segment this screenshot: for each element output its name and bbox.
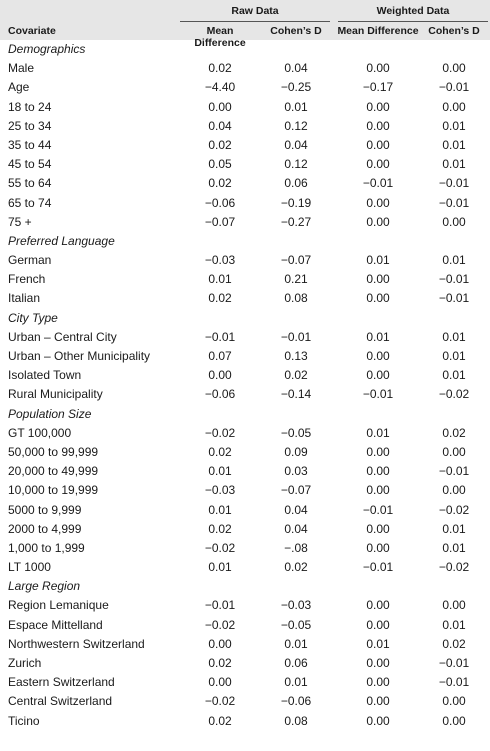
section-title: Preferred Language <box>8 233 115 248</box>
weighted-mean-difference-cell: 0.00 <box>366 214 390 229</box>
raw-cohens-d-cell: −0.19 <box>280 195 312 210</box>
table-row <box>0 174 490 193</box>
raw-cohens-d-cell: 0.09 <box>284 444 308 459</box>
raw-cohens-d-cell: −0.01 <box>280 329 312 344</box>
raw-mean-difference-cell: −0.03 <box>204 483 236 498</box>
weighted-mean-difference-cell: 0.00 <box>366 540 390 555</box>
weighted-cohens-d-cell: −0.01 <box>438 675 470 690</box>
table-row <box>0 78 490 97</box>
raw-mean-difference-cell: −0.07 <box>204 214 236 229</box>
table-row <box>0 481 490 500</box>
covariate-label: German <box>8 253 52 268</box>
raw-cohens-d-cell: 0.02 <box>284 560 308 575</box>
weighted-data-rule <box>338 21 488 22</box>
raw-cohens-d-cell: −0.06 <box>280 694 312 709</box>
covariate-label: Northwestern Switzerland <box>8 636 145 651</box>
section-title: Demographics <box>8 42 86 56</box>
covariate-label: Isolated Town <box>8 368 82 383</box>
raw-cohens-d-cell: −0.03 <box>280 598 312 613</box>
weighted-cohens-d-cell: 0.02 <box>442 425 466 440</box>
weighted-mean-difference-cell: 0.00 <box>366 675 390 690</box>
covariate-label: French <box>8 272 46 287</box>
raw-cohens-d-cell: −0.27 <box>280 214 312 229</box>
raw-cohens-d-cell: 0.21 <box>284 272 308 287</box>
table-row <box>0 558 490 577</box>
weighted-mean-difference-cell: 0.01 <box>366 425 390 440</box>
covariate-label: Espace Mittelland <box>8 617 103 632</box>
section-header <box>0 40 490 59</box>
raw-cohens-d-cell: 0.04 <box>284 137 308 152</box>
raw-cohens-d-cell: −0.05 <box>280 425 312 440</box>
covariate-label: 18 to 24 <box>8 99 52 114</box>
raw-mean-difference-cell: −0.06 <box>204 387 236 402</box>
raw-mean-difference-cell: 0.02 <box>208 61 232 76</box>
weighted-mean-difference-cell: 0.00 <box>366 617 390 632</box>
weighted-cohens-d-cell: −0.01 <box>438 195 470 210</box>
weighted-mean-difference-cell: 0.00 <box>366 157 390 172</box>
weighted-mean-difference-cell: 0.00 <box>366 656 390 670</box>
raw-mean-difference-cell: −0.01 <box>204 329 236 344</box>
covariate-label: Zurich <box>8 656 42 670</box>
weighted-cohens-d-cell: −0.01 <box>438 464 470 479</box>
table-row <box>0 251 490 270</box>
weighted-cohens-d-cell: −0.02 <box>438 387 470 402</box>
weighted-mean-difference-cell: 0.00 <box>366 368 390 383</box>
raw-cohens-d-cell: 0.03 <box>284 464 308 479</box>
weighted-mean-difference-cell: 0.00 <box>366 464 390 479</box>
raw-mean-difference-cell: 0.07 <box>208 349 232 363</box>
weighted-mean-difference-cell: 0.00 <box>366 272 390 287</box>
covariate-label: 1,000 to 1,999 <box>8 540 85 555</box>
section-header <box>0 405 490 424</box>
weighted-cohens-d-cell: −0.01 <box>438 80 470 95</box>
raw-cohens-d-cell: 0.12 <box>284 118 308 133</box>
table-row <box>0 443 490 462</box>
weighted-cohens-d-cell: 0.01 <box>442 368 466 383</box>
raw-data-rule <box>180 21 330 22</box>
covariate-label: 65 to 74 <box>8 195 52 210</box>
section-title: Large Region <box>8 579 81 594</box>
weighted-mean-difference-cell: 0.00 <box>366 118 390 133</box>
covariate-label: Age <box>8 80 30 95</box>
table-row <box>0 539 490 558</box>
weighted-cohens-d-cell: 0.00 <box>442 713 466 728</box>
raw-mean-difference-cell: 0.02 <box>208 137 232 152</box>
table-row <box>0 366 490 385</box>
table-row <box>0 98 490 117</box>
covariate-label: 75 + <box>8 214 32 229</box>
covariate-label: Rural Municipality <box>8 387 103 402</box>
raw-mean-difference-cell: 0.01 <box>208 502 232 517</box>
raw-mean-difference-cell: 0.02 <box>208 713 232 728</box>
weighted-cohens-d-cell: 0.02 <box>442 636 466 651</box>
weighted-cohens-d-cell: −0.01 <box>438 291 470 306</box>
table-row <box>0 501 490 520</box>
covariate-label: GT 100,000 <box>8 425 72 440</box>
covariate-label: 45 to 54 <box>8 157 52 172</box>
raw-cohens-d-cell: −0.07 <box>280 483 312 498</box>
raw-mean-difference-cell: 0.01 <box>208 464 232 479</box>
weighted-cohens-d-cell: 0.01 <box>442 540 466 555</box>
weighted-cohens-d-cell: 0.00 <box>442 444 466 459</box>
covariate-label: 50,000 to 99,999 <box>8 444 99 459</box>
covariate-label: Urban – Central City <box>8 329 117 344</box>
table-row <box>0 596 490 615</box>
weighted-cohens-d-cell: −0.01 <box>438 272 470 287</box>
weighted-cohens-d-cell: 0.01 <box>442 521 466 536</box>
raw-mean-difference-header: Mean Difference <box>194 25 246 49</box>
raw-cohens-d-cell: 0.13 <box>284 349 308 363</box>
table-row <box>0 673 490 692</box>
weighted-cohens-d-cell: 0.01 <box>442 137 466 152</box>
weighted-cohens-d-cell: 0.01 <box>442 617 466 632</box>
raw-mean-difference-cell: −0.02 <box>204 694 236 709</box>
raw-cohens-d-cell: 0.02 <box>284 368 308 383</box>
raw-mean-difference-cell: 0.00 <box>208 636 232 651</box>
weighted-mean-difference-header: Mean Difference <box>337 25 419 37</box>
raw-cohens-d-cell: 0.08 <box>284 291 308 306</box>
weighted-cohens-d-cell: 0.00 <box>442 61 466 76</box>
raw-cohens-d-cell: 0.04 <box>284 502 308 517</box>
weighted-mean-difference-cell: 0.00 <box>366 713 390 728</box>
covariate-label: 25 to 34 <box>8 118 52 133</box>
table-row <box>0 692 490 711</box>
table-row <box>0 155 490 174</box>
weighted-mean-difference-cell: 0.00 <box>366 99 390 114</box>
covariate-label: Central Switzerland <box>8 694 113 709</box>
raw-cohens-d-header: Cohen’s D <box>270 25 322 37</box>
covariate-label: 10,000 to 19,999 <box>8 483 99 498</box>
weighted-cohens-d-cell: −0.01 <box>438 656 470 670</box>
raw-mean-difference-cell: 0.00 <box>208 368 232 383</box>
table-row <box>0 117 490 136</box>
table-row <box>0 712 490 731</box>
covariate-label: Male <box>8 61 35 76</box>
weighted-cohens-d-cell: 0.01 <box>442 118 466 133</box>
raw-data-group-header: Raw Data <box>231 5 279 17</box>
raw-mean-difference-cell: 0.04 <box>208 118 232 133</box>
weighted-cohens-d-cell: 0.01 <box>442 329 466 344</box>
weighted-mean-difference-cell: 0.00 <box>366 195 390 210</box>
covariate-label: Eastern Switzerland <box>8 675 115 690</box>
section-header <box>0 232 490 251</box>
table-row <box>0 270 490 289</box>
table-row <box>0 347 490 366</box>
weighted-cohens-d-cell: −0.02 <box>438 560 470 575</box>
table-row <box>0 289 490 308</box>
weighted-cohens-d-header: Cohen’s D <box>428 25 480 37</box>
raw-cohens-d-cell: 0.01 <box>284 99 308 114</box>
weighted-mean-difference-cell: 0.00 <box>366 521 390 536</box>
covariate-label: Region Lemanique <box>8 598 109 613</box>
covariate-label: 20,000 to 49,999 <box>8 464 99 479</box>
weighted-mean-difference-cell: 0.00 <box>366 598 390 613</box>
weighted-cohens-d-cell: 0.01 <box>442 157 466 172</box>
table-row <box>0 424 490 443</box>
weighted-cohens-d-cell: 0.00 <box>442 598 466 613</box>
table-body <box>0 40 490 731</box>
raw-mean-difference-cell: 0.02 <box>208 176 232 191</box>
weighted-cohens-d-cell: 0.00 <box>442 214 466 229</box>
raw-mean-difference-cell: 0.02 <box>208 656 232 670</box>
raw-mean-difference-cell: 0.00 <box>208 99 232 114</box>
covariate-label: Ticino <box>8 713 40 728</box>
weighted-mean-difference-cell: 0.00 <box>366 694 390 709</box>
table-row <box>0 213 490 232</box>
table-row <box>0 59 490 78</box>
table-row <box>0 136 490 155</box>
raw-mean-difference-cell: −4.40 <box>204 80 236 95</box>
weighted-mean-difference-cell: 0.00 <box>366 61 390 76</box>
table-row <box>0 328 490 347</box>
raw-mean-difference-cell: −0.02 <box>204 540 236 555</box>
raw-mean-difference-cell: 0.01 <box>208 272 232 287</box>
weighted-mean-difference-cell: 0.00 <box>366 137 390 152</box>
raw-mean-difference-cell: 0.02 <box>208 444 232 459</box>
weighted-cohens-d-cell: −0.02 <box>438 502 470 517</box>
weighted-mean-difference-cell: −0.01 <box>362 176 394 191</box>
weighted-mean-difference-cell: 0.01 <box>366 253 390 268</box>
raw-cohens-d-cell: −0.07 <box>280 253 312 268</box>
weighted-data-group-header: Weighted Data <box>376 5 450 17</box>
weighted-mean-difference-cell: −0.01 <box>362 387 394 402</box>
raw-cohens-d-cell: 0.12 <box>284 157 308 172</box>
table-row <box>0 462 490 481</box>
weighted-mean-difference-cell: 0.01 <box>366 329 390 344</box>
table-row <box>0 520 490 539</box>
weighted-cohens-d-cell: 0.00 <box>442 694 466 709</box>
raw-cohens-d-cell: 0.08 <box>284 713 308 728</box>
raw-cohens-d-cell: 0.06 <box>284 656 308 670</box>
covariate-label: 55 to 64 <box>8 176 52 191</box>
weighted-mean-difference-cell: 0.01 <box>366 636 390 651</box>
raw-cohens-d-cell: −0.14 <box>280 387 312 402</box>
weighted-mean-difference-cell: 0.00 <box>366 349 390 363</box>
weighted-mean-difference-cell: 0.00 <box>366 444 390 459</box>
raw-cohens-d-cell: −.08 <box>284 540 308 555</box>
weighted-mean-difference-cell: −0.17 <box>362 80 394 95</box>
raw-cohens-d-cell: 0.04 <box>284 521 308 536</box>
covariate-label: Italian <box>8 291 41 306</box>
covariate-label: Urban – Other Municipality <box>8 349 151 363</box>
covariate-label: 5000 to 9,999 <box>8 502 82 517</box>
table-row <box>0 616 490 635</box>
raw-cohens-d-cell: 0.04 <box>284 61 308 76</box>
raw-mean-difference-cell: −0.02 <box>204 425 236 440</box>
raw-mean-difference-cell: −0.03 <box>204 253 236 268</box>
weighted-cohens-d-cell: 0.01 <box>442 253 466 268</box>
section-title: City Type <box>8 310 58 325</box>
raw-cohens-d-cell: −0.25 <box>280 80 312 95</box>
table-row <box>0 635 490 654</box>
raw-mean-difference-cell: 0.02 <box>208 521 232 536</box>
weighted-cohens-d-cell: 0.00 <box>442 483 466 498</box>
weighted-mean-difference-cell: −0.01 <box>362 560 394 575</box>
raw-mean-difference-cell: 0.05 <box>208 157 232 172</box>
covariate-label: LT 1000 <box>8 560 51 575</box>
weighted-mean-difference-cell: 0.00 <box>366 483 390 498</box>
section-header <box>0 309 490 328</box>
raw-mean-difference-cell: 0.00 <box>208 675 232 690</box>
covariate-column-header: Covariate <box>8 25 56 37</box>
weighted-mean-difference-cell: −0.01 <box>362 502 394 517</box>
table-row <box>0 194 490 213</box>
weighted-mean-difference-cell: 0.00 <box>366 291 390 306</box>
raw-cohens-d-cell: 0.06 <box>284 176 308 191</box>
raw-mean-difference-cell: 0.02 <box>208 291 232 306</box>
weighted-cohens-d-cell: −0.01 <box>438 176 470 191</box>
raw-mean-difference-cell: −0.06 <box>204 195 236 210</box>
section-title: Population Size <box>8 406 92 421</box>
table-row <box>0 654 490 673</box>
table-row <box>0 385 490 404</box>
raw-cohens-d-cell: 0.01 <box>284 675 308 690</box>
section-header <box>0 577 490 596</box>
raw-mean-difference-cell: 0.01 <box>208 560 232 575</box>
weighted-cohens-d-cell: 0.00 <box>442 99 466 114</box>
covariate-label: 35 to 44 <box>8 137 52 152</box>
raw-cohens-d-cell: 0.01 <box>284 636 308 651</box>
weighted-cohens-d-cell: 0.01 <box>442 349 466 363</box>
raw-cohens-d-cell: −0.05 <box>280 617 312 632</box>
raw-mean-difference-cell: −0.01 <box>204 598 236 613</box>
covariate-label: 2000 to 4,999 <box>8 521 82 536</box>
raw-mean-difference-cell: −0.02 <box>204 617 236 632</box>
